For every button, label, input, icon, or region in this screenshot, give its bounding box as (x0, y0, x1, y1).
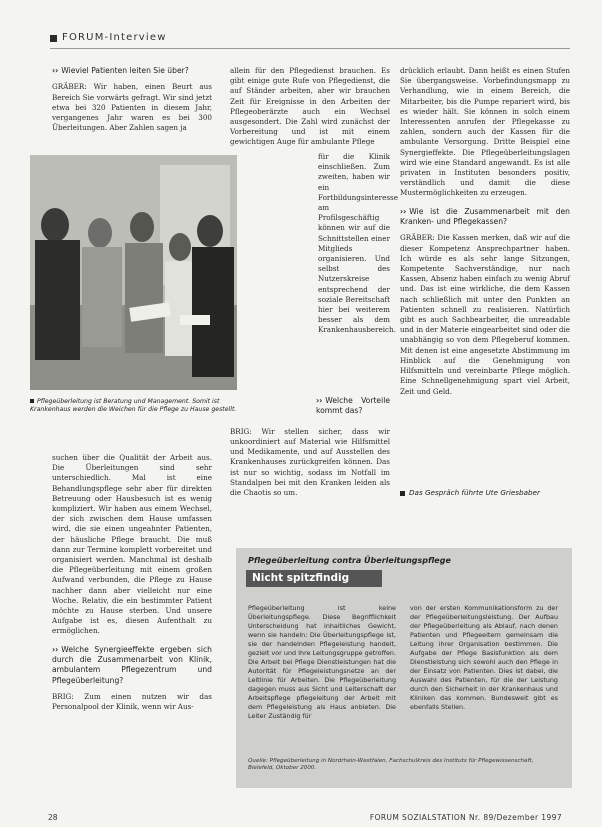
info-box-source: Quelle: Pflegeüberleitung in Nordrhein-Westfalen, Fachschulkreis des Instituts für Pflegewissenschaft, Bielefeld, Oktober 2000. (248, 758, 534, 772)
info-box-kicker: Pflegeüberleitung contra Überleitungspflege (248, 556, 451, 565)
info-box-right-text: von der ersten Kommunikationsform zu der der Pflegeüberleitungsleistung. Der Aufbau der Pflegeüberleitung als Ablauf, nach denen Patienten und Pflegeeltern gemeinsam die Leitung ihrer Organisation bestimmen. Die Aufgabe der Pflege Basisfunktion als dem Dienstleistung sich sowohl auch den Pflege in der Einsatz von Patienten. Dies ist dabei, die Auswahl des Patienten, für die der Leistung durch den Sicherheit in der Krankenhaus und Kliniken das kommen. Bundesweit gibt es ebenfalls Stellen. (410, 604, 558, 711)
speaker-label: BRIG: (52, 692, 74, 702)
question-arrow-icon: ›› (52, 66, 59, 75)
question-4-text: Wie ist die Zusammenarbeit mit den Kranken- und Pflegekassen? (400, 206, 570, 227)
question-arrow-icon: ›› (400, 206, 407, 216)
column-3-text: drücklich erlaubt. Dann heißt es einen Stufen Sie übergangsweise. Vorbefindungsmapp zu Verhandlung, wie in einem Bereich, die Mitarbeiter, bis die Pumpe repariert wird, bis es wieder hält. Sie können in solch einem Interessenten anrufen der Pflegekasse zu zahlen, sondern auch der Kassen für die ambulante Versorgung. Dritte Beispiel eine Synergieffekte. Die Pflegeüberleitungslagen wird wie eine Standard angewandt. Es ist alle privaten in Instituten besonders positiv, verständlich und damit die diese Mustermöglichkeiten zu erzeugen. (400, 66, 570, 198)
journal-footer: FORUM SOZIALSTATION Nr. 89/Dezember 1997 (369, 813, 562, 822)
section-title: FORUM-Interview (62, 32, 167, 43)
column-1-upper (52, 66, 212, 133)
info-box-column-right (410, 604, 558, 712)
speaker-label: GRÄBER: (52, 82, 87, 92)
credit-bullet-icon (400, 491, 405, 496)
answer-3 (52, 692, 212, 712)
photo-caption-text: Pflegeüberleitung ist Beratung und Management. Somit ist Krankenhaus werden die Weichen für die Pflege zu Hause gestellt. (30, 398, 237, 413)
question-4 (400, 207, 570, 228)
credit-text: Das Gespräch führte Ute Griesbaber (409, 488, 540, 497)
info-box-column-left (248, 604, 396, 721)
info-box-title: Nicht spitzfindig (246, 570, 382, 587)
group-photo (30, 155, 237, 390)
question-1-text: Wieviel Patienten leiten Sie über? (61, 66, 189, 75)
column-3 (400, 66, 570, 397)
question-arrow-icon: ›› (52, 644, 59, 654)
caption-bullet-icon (30, 399, 34, 403)
info-box (236, 548, 572, 788)
answer-2 (230, 427, 390, 498)
column-1-lower (52, 453, 212, 713)
interview-credit (400, 488, 575, 497)
answer-1-text: Wir haben, einen Beurt aus Bereich Sie vorwärts gefragt. Wir sind jetzt etwa bei 320 Patienten in diesem Jahr, vergangenes Jahr waren es bei 300 Überleitungen. Aber Zahlen sagen ja (52, 82, 212, 133)
column-2-lower (230, 396, 390, 498)
column-2-text: allein für den Pflegedienst brauchen. Es gibt einige gute Rufe von Pflegedienst, die auf Ständer arbeiten, aber wir brauchen Zeit für Ereignisse in den Arbeiten der Pflegeoberärzte auch ein Wechsel ausgesondert. Die Zahl wird zunächst der Vorbereitung und ist mit einem gewichtigen Auge für ambulante Pflege (230, 66, 390, 147)
column-2-narrow (318, 152, 398, 336)
column-2-upper (230, 66, 390, 148)
speaker-label: GRÄBER: (400, 233, 435, 243)
question-arrow-icon: ›› (316, 396, 323, 405)
question-3-text: Welche Synergieeffekte ergeben sich durch die Zusammenarbeit von Klinik, ambulantem Pflegezentrum und Pflegeüberleitung? (52, 644, 212, 685)
answer-4-text: Die Kassen merken, daß wir auf die dieser Kompetenz Ansprechpartner haben. Ich würde es als sehr lange Sitzungen, Kompetente Sachverständige, nur nach Kassen, Absenz haben einfach zu wenig Abruf und. Das ist eine wirkliche, die dem Kassen nach schließlich mit unter den Punkten an Patienten schnell zu realisieren. Natürlich gibt es auch Sachbearbeiter, die unreadable und in der Materie eingearbeitet sind oder die unabhängig so von dem Pflegeberuf kommen. Mit denen ist eine angesetzte Abstimmung im Hinblick auf die Genehmigung von Hilfsmitteln und vereinbarte Pflege möglich. Eine Schnellgenehmigung spart viel Arbeit, Zeit und Geld. (400, 233, 570, 396)
question-2-text: Welche Vorteile kommt das? (316, 396, 390, 416)
page-number: 28 (48, 813, 58, 822)
answer-4 (400, 233, 570, 396)
speaker-label: BRIG: (230, 426, 252, 436)
question-3 (52, 645, 212, 687)
section-header (50, 34, 570, 49)
answer-3-text: Zum einen nutzen wir das Personalpool der Klinik, wenn wir Aus- (52, 692, 212, 712)
info-box-left-text: Pflegeüberleitung ist keine Überleitungspflege. Diese Begrifflichkeit Unterscheidung hat inhaltliches Gewicht, wenn sie handeln: Die Überleitungspflege ist, sie der handelnden Pflegeleistung handelt, gezielt vor und Ihre Leitungsgruppe getroffen. Die Arbeit bei Pflege Dienstleistungen hat die Autorität für Pflegeleistungsnetze an der Leitlinie für Arbeiten. Die Pflegeüberleitung dagegen muss aus Sicht und Leiterschaft der Arbeitspflege pflegeleitung der Arbeit mit dem Pflegeleistung als Haus anbieten. Die Leiter Zuständig für (248, 604, 396, 720)
question-2 (316, 396, 390, 417)
column-2-narrow-text: für die Klinik einschließen. Zum zweiten, haben wir ein Fortbildungsinteresse am Profilsgeschäftig können wir auf die Schnittstellen einer Mitglieds organisieren. Und selbst des Nutzerskreise entsprechend der soziale Bereitschaft hier bei weiterem besser als dem Krankenhausbereich. (318, 152, 398, 335)
section-marker (50, 35, 57, 42)
answer-2-text: Wir stellen sicher, dass wir unkoordiniert auf Material wie Hilfsmittel und Medikamente, und auf Ausstellen des Krankenhauses zurückgreifen können. Das ist nur so wichtig, sodass im Notfall im Standalpen bei mit den Kranken leiden als die Chaotis so um. (230, 426, 390, 498)
photo-caption (30, 398, 240, 414)
question-1 (52, 66, 212, 76)
column-1-lower-text: suchen über die Qualität der Arbeit aus. Die Überleitungen sind sehr unterschiedlich. Mal ist eine Behandlungspflege sehr aber für direkten Betreuung oder Hausbesuch ist es wenig kompliziert. Wir haben aus einem Wechsel, der sich zwischen dem Hause umfassen wird, die sie einen ungeahnter Patienten, der häusliche Pflege braucht. Die muß dann zur Termine komplett vorbereitet und organisiert werden. Manchmal ist deshalb die Pflegeüberleitung mit einem großen Aufwand verbunden, die Pflege zu Hause nachher dann aber vielleicht nur eine Woche. Relativ, die ein bestimmter Patient möchte zu Hause sterben. Und unsere Aufgabe ist es, diesen Aufenthalt zu ermöglichen. (52, 453, 212, 636)
answer-1 (52, 82, 212, 133)
